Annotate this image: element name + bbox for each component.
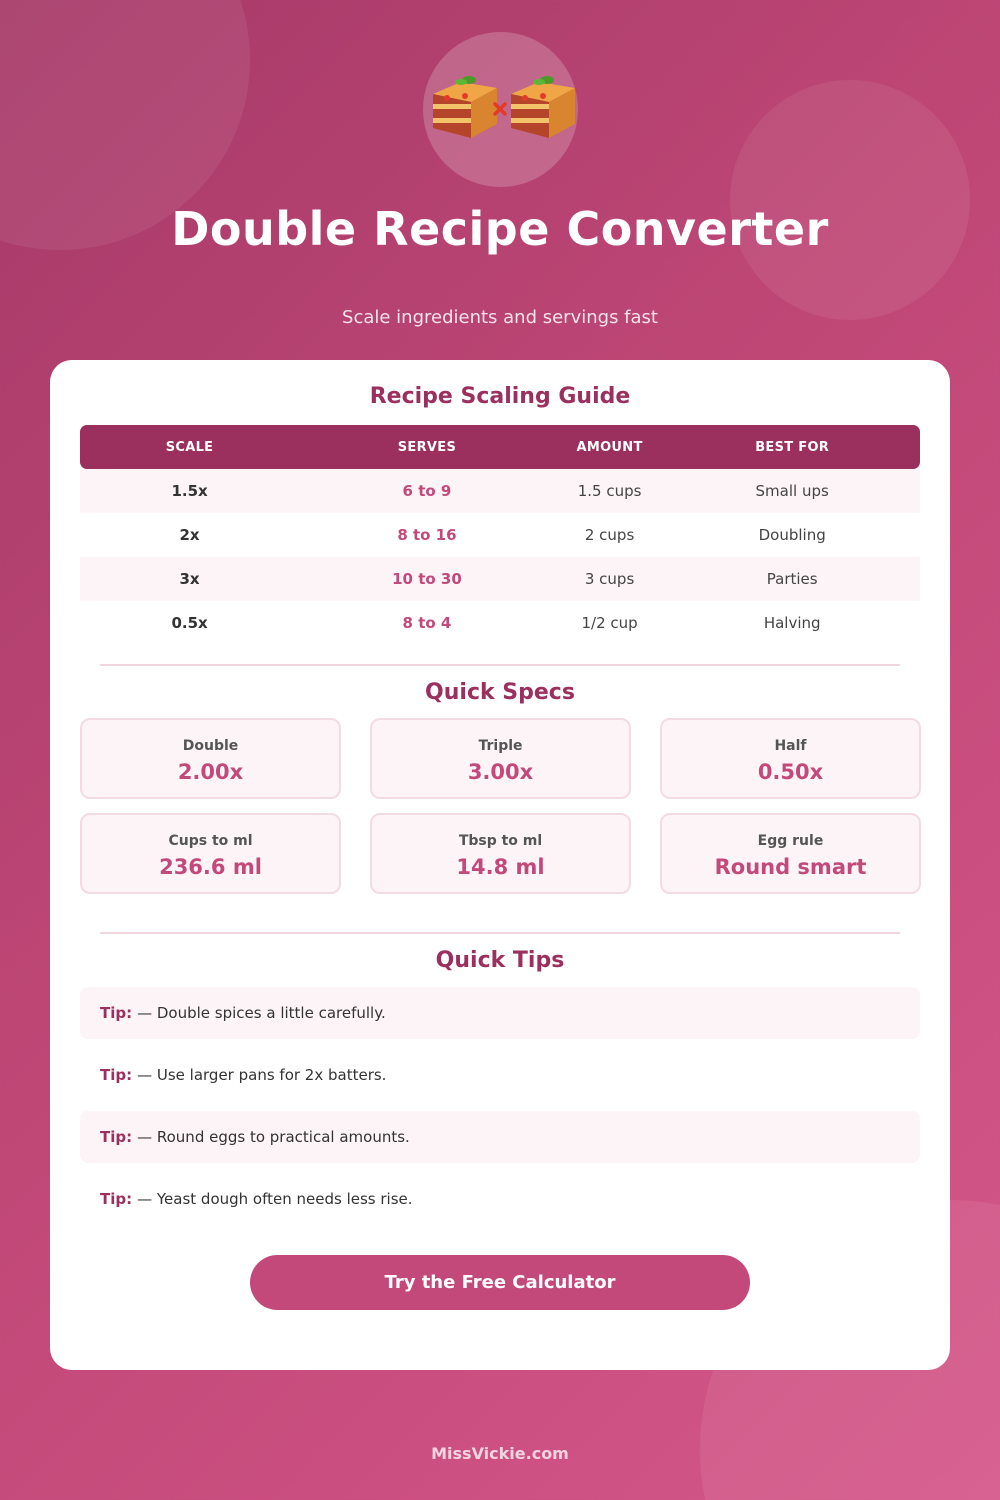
serves-cell: 8 to 4 [402, 614, 452, 632]
amount-cell: 3 cups [584, 570, 635, 588]
tip-label: Tip: [100, 1128, 133, 1146]
spec-label: Cups to ml [168, 833, 253, 849]
scaling-table [80, 425, 920, 645]
table-body [80, 469, 920, 645]
scale-cell: 0.5x [171, 614, 208, 632]
tip-item [80, 1049, 920, 1101]
table-header [80, 425, 920, 469]
quick-tips-title: Quick Tips [435, 948, 565, 973]
footer-brand[interactable]: MissVickie.com [431, 1444, 569, 1463]
spec-label: Double [182, 738, 239, 754]
serves-cell: 6 to 9 [402, 482, 452, 500]
spec-card-tbsp-to-ml [370, 813, 631, 894]
scale-cell: 3x [179, 570, 200, 588]
best-for-cell: Halving [763, 614, 821, 632]
table-row [80, 557, 920, 601]
section-divider [100, 664, 900, 666]
amount-cell: 1/2 cup [581, 614, 638, 632]
amount-cell: 1.5 cups [577, 482, 642, 500]
tip-text: — Double spices a little carefully. [137, 1004, 386, 1022]
spec-value: 3.00x [467, 760, 534, 784]
spec-card-egg-rule [660, 813, 921, 894]
tip-label: Tip: [100, 1004, 133, 1022]
column-header-serves: SERVES [397, 439, 457, 455]
spec-card-triple [370, 718, 631, 799]
try-calculator-button[interactable]: Try the Free Calculator [250, 1255, 750, 1310]
spec-value: 2.00x [177, 760, 244, 784]
serves-cell: 8 to 16 [397, 526, 457, 544]
tip-text: — Yeast dough often needs less rise. [137, 1190, 413, 1208]
serves-cell: 10 to 30 [392, 570, 462, 588]
content-card [50, 360, 950, 1370]
table-row [80, 469, 920, 513]
page-subtitle: Scale ingredients and servings fast [342, 307, 658, 328]
tip-label: Tip: [100, 1066, 133, 1084]
spec-card-half [660, 718, 921, 799]
lasagna-times-two-icon [423, 32, 578, 187]
spec-value: 14.8 ml [456, 855, 545, 879]
tip-item [80, 1173, 920, 1225]
amount-cell: 2 cups [584, 526, 635, 544]
spec-label: Tbsp to ml [458, 833, 543, 849]
spec-value: Round smart [714, 855, 867, 879]
spec-label: Half [774, 738, 807, 754]
spec-value: 236.6 ml [159, 855, 262, 879]
spec-value: 0.50x [757, 760, 824, 784]
tip-text: — Use larger pans for 2x batters. [137, 1066, 387, 1084]
best-for-cell: Parties [766, 570, 818, 588]
spec-card-cups-to-ml [80, 813, 341, 894]
scale-cell: 1.5x [171, 482, 208, 500]
tip-text: — Round eggs to practical amounts. [137, 1128, 410, 1146]
tip-label: Tip: [100, 1190, 133, 1208]
table-row [80, 601, 920, 645]
background-circle [730, 80, 970, 320]
best-for-cell: Doubling [758, 526, 826, 544]
scale-cell: 2x [179, 526, 200, 544]
quick-specs-title: Quick Specs [425, 680, 575, 705]
table-row [80, 513, 920, 557]
column-header-amount: AMOUNT [576, 439, 643, 455]
tip-item [80, 1111, 920, 1163]
column-header-scale: SCALE [165, 439, 214, 455]
column-header-best-for: BEST FOR [755, 439, 830, 455]
tip-item [80, 987, 920, 1039]
spec-label: Triple [478, 738, 523, 754]
best-for-cell: Small ups [755, 482, 829, 500]
spec-card-double [80, 718, 341, 799]
page-title: Double Recipe Converter [171, 202, 829, 256]
section-divider [100, 932, 900, 934]
scaling-guide-title: Recipe Scaling Guide [369, 384, 631, 409]
spec-label: Egg rule [757, 833, 824, 849]
